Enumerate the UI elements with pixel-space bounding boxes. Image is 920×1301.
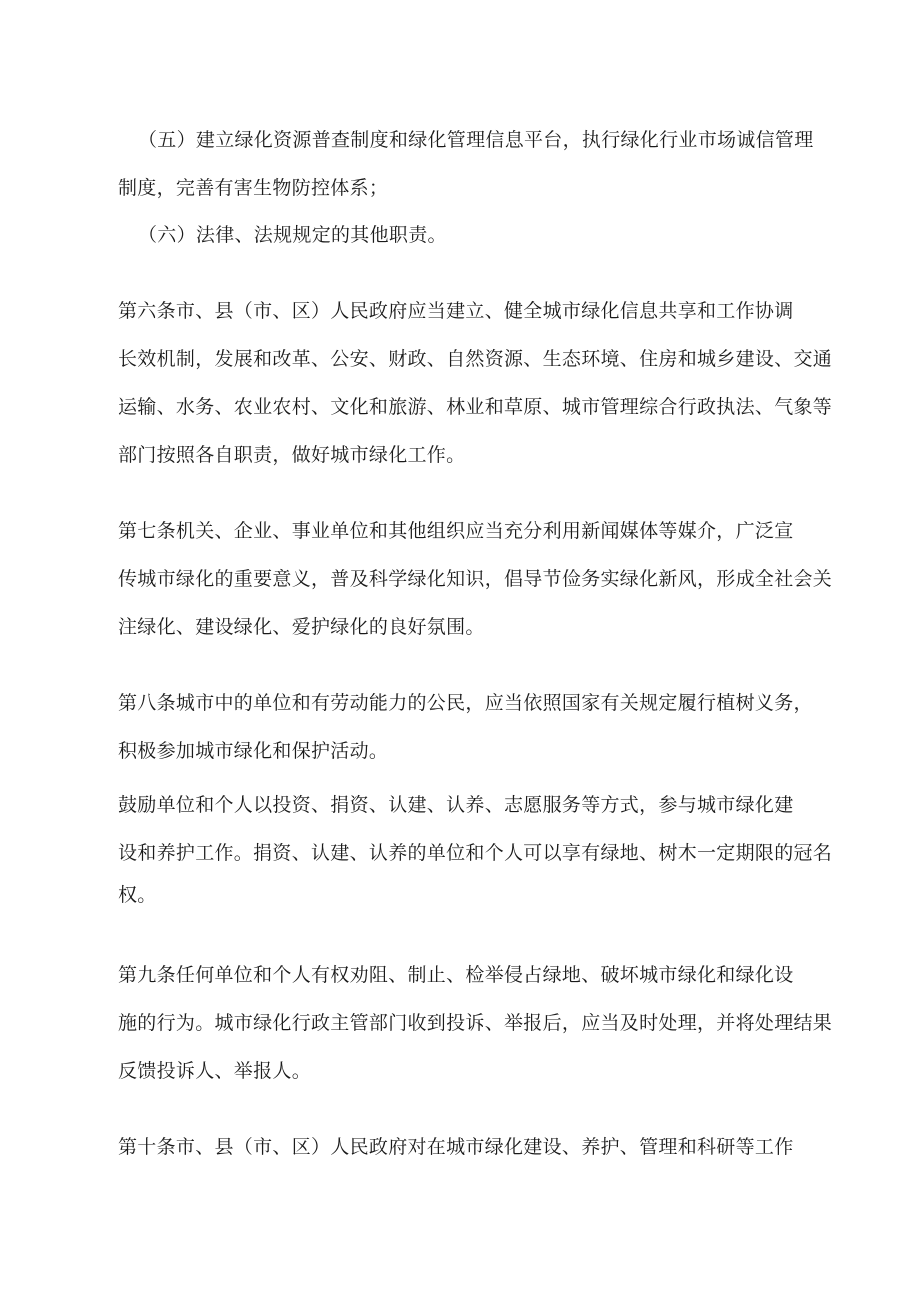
article-6-line-4: 部门按照各自职责，做好城市绿化工作。 [118, 444, 466, 466]
article-7-line-2: 传城市绿化的重要意义，普及科学绿化知识，倡导节俭务实绿化新风，形成全社会关 [118, 568, 833, 590]
article-7-line-1: 第七条机关、企业、事业单位和其他组织应当充分利用新闻媒体等媒介，广泛宣 [118, 520, 794, 542]
article-9-line-3: 反馈投诉人、举报人。 [118, 1060, 312, 1082]
article-9-line-2: 施的行为。城市绿化行政主管部门收到投诉、举报后，应当及时处理，并将处理结果 [118, 1012, 833, 1034]
article-6-line-1: 第六条市、县（市、区）人民政府应当建立、健全城市绿化信息共享和工作协调 [118, 300, 794, 322]
article-6-line-3: 运输、水务、农业农村、文化和旅游、林业和草原、城市管理综合行政执法、气象等 [118, 396, 833, 418]
article-9-line-1: 第九条任何单位和个人有权劝阻、制止、检举侵占绿地、破坏城市绿化和绿化设 [118, 964, 794, 986]
article-7-line-3: 注绿化、建设绿化、爱护绿化的良好氛围。 [118, 616, 485, 638]
article-8-para-2-line-1: 鼓励单位和个人以投资、捐资、认建、认养、志愿服务等方式，参与城市绿化建 [118, 794, 794, 816]
article-10-line-1: 第十条市、县（市、区）人民政府对在城市绿化建设、养护、管理和科研等工作 [118, 1136, 794, 1158]
article-8-para-2-line-2: 设和养护工作。捐资、认建、认养的单位和个人可以享有绿地、树木一定期限的冠名 [118, 842, 833, 864]
paragraph-6-line-1: （六）法律、法规规定的其他职责。 [138, 224, 447, 246]
paragraph-5-line-1: （五）建立绿化资源普查制度和绿化管理信息平台，执行绿化行业市场诚信管理 [138, 129, 814, 151]
article-8-line-2: 积极参加城市绿化和保护活动。 [118, 740, 389, 762]
article-8-para-2-line-3: 权。 [118, 884, 157, 906]
paragraph-5-line-2: 制度，完善有害生物防控体系； [118, 177, 389, 199]
article-8-line-1: 第八条城市中的单位和有劳动能力的公民，应当依照国家有关规定履行植树义务， [118, 692, 813, 714]
article-6-line-2: 长效机制，发展和改革、公安、财政、自然资源、生态环境、住房和城乡建设、交通 [118, 348, 833, 370]
